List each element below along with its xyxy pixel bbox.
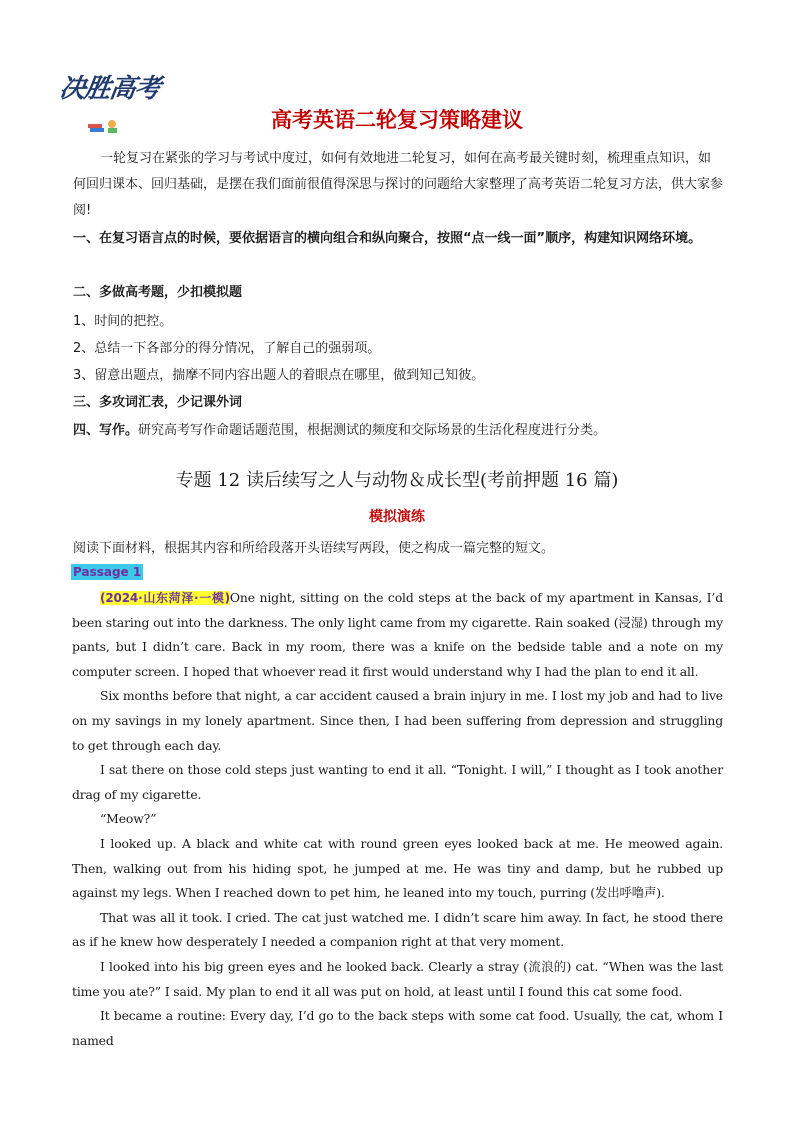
point-4 [73, 418, 723, 444]
passage-label: Passage 1 [73, 565, 142, 579]
list-item-1: 1、时间的把控。 [73, 314, 173, 329]
passage-paragraph: That was all it took. I cried. The cat just watched me. I didn’t scare him away. In fact, he stood there as if he knew how desperately I needed a companion right at that very moment. [72, 909, 723, 950]
passage-paragraph: (2024·山东菏泽·一模)One night, sitting on the cold steps at the back of my apartment in Kansas, I’d been staring out into the darkness. The only light came from my cigarette. Rain soaked (浸湿) through my pants, but I didn’t care. Back in my room, there was a knife on the bedside table and a note on my computer screen. I hoped that whoever read it first would understand why I had the plan to end it all. [72, 590, 723, 679]
list-item-3: 3、留意出题点，揣摩不同内容出题人的着眼点在哪里，做到知己知彼。 [73, 368, 485, 383]
point-4-text: 研究高考写作命题话题范围，根据测试的频度和交际场景的生活化程度进行分类。 [138, 423, 607, 438]
passage-paragraph: It became a routine: Every day, I’d go to the back steps with some cat food. Usually, the cat, whom I named [72, 1008, 723, 1048]
passage-paragraph: I sat there on those cold steps just wanting to end it all. “Tonight. I will,” I thought as I took another drag of my cigarette. [72, 762, 723, 802]
passage-paragraph: I looked up. A black and white cat with round green eyes looked back at me. He meowed again. Then, walking out from his hiding spot, he jumped at me. He was tiny and damp, but he rubbed up against my legs. When I reached down to pet him, he leaned into my touch, purring (发出呼噜声). [72, 835, 723, 901]
source-badge: (2024·山东菏泽·一模) [100, 591, 230, 605]
point-3: 三、多攻词汇表，少记课外词 [73, 395, 243, 410]
passage-body [72, 586, 723, 1053]
topic-title: 专题 12 读后续写之人与动物＆成长型(考前押题 16 篇) [175, 470, 619, 491]
instruction: 阅读下面材料，根据其内容和所给段落开头语续写两段，使之构成一篇完整的短文。 [73, 541, 555, 556]
passage-paragraph: “Meow?” [100, 811, 157, 827]
list-item-2: 2、总结一下各部分的得分情况，了解自己的强弱项。 [73, 341, 381, 356]
page-title: 高考英语二轮复习策略建议 [271, 108, 523, 132]
passage-paragraph: I looked into his big green eyes and he looked back. Clearly a stray (流浪的) cat. “When was the last time you ate?” I said. My plan to end it all was put on hold, at least until I found this cat some food. [72, 958, 723, 999]
point-1: 一、在复习语言点的时候，要依据语言的横向组合和纵向聚合，按照“点一线一面”顺序，构建知识网络环境。 [73, 231, 702, 246]
intro-paragraph: 一轮复习在紧张的学习与考试中度过，如何有效地进二轮复习，如何在高考最关键时刻，梳理重点知识，如何回归课本、回归基础，是摆在我们面前很值得深思与探讨的问题给大家整理了高考英语二轮复习方法，供大家参阅! [73, 151, 724, 218]
point-2: 二、多做高考题，少扣模拟题 [73, 285, 243, 300]
point-4-label: 四、写作。 [73, 423, 139, 438]
passage-paragraph: Six months before that night, a car accident caused a brain injury in me. I lost my job and had to live on my savings in my lonely apartment. Since then, I had been suffering from depression and struggling to get through each day. [72, 688, 723, 753]
section-subtitle: 模拟演练 [369, 509, 425, 525]
logo-text: 决胜高考 [57, 74, 162, 104]
